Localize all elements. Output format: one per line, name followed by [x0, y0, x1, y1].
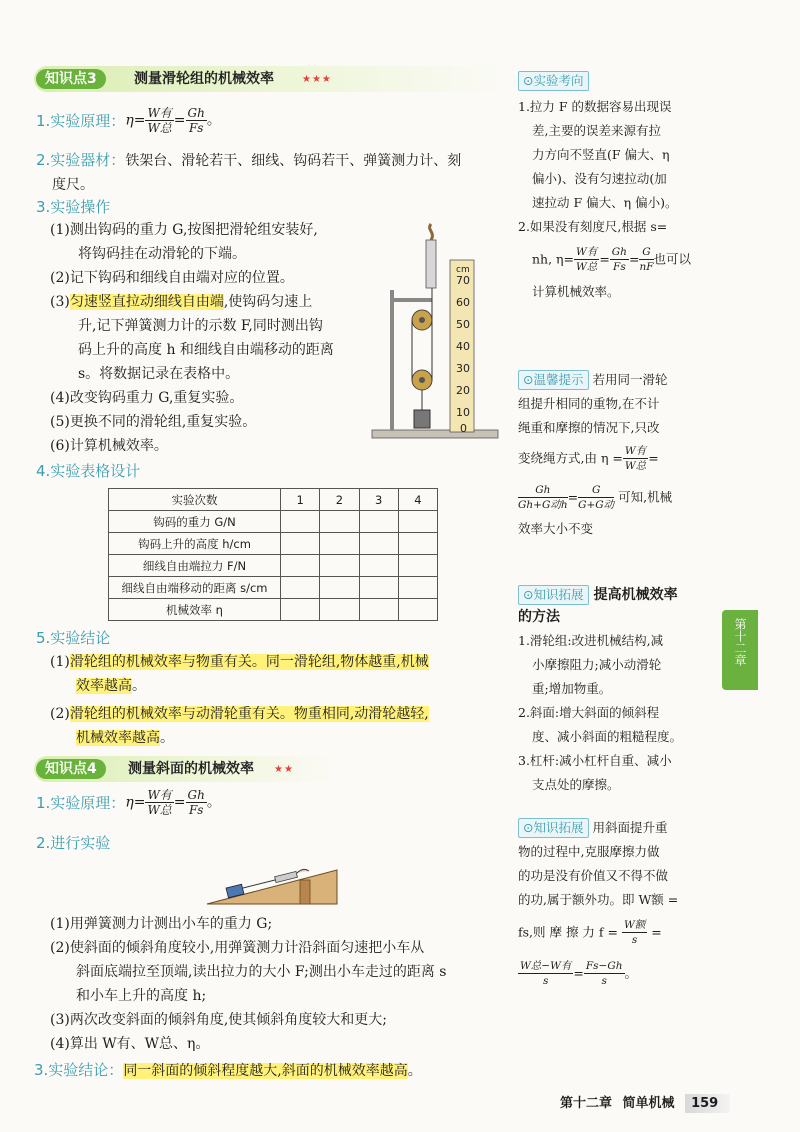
gh: Gh	[187, 788, 205, 802]
c1-num: (1)	[50, 654, 70, 670]
kp4-steps	[50, 912, 510, 1056]
w-zong: W总	[147, 121, 172, 135]
kp4-title: 测量斜面的机械效率	[128, 761, 254, 777]
side3-line: 1.滑轮组:改进机械结构,减	[518, 633, 664, 648]
sidebar-text-3	[518, 629, 718, 797]
side3-line: 2.斜面:增大斜面的倾斜程	[518, 705, 660, 720]
kp3-pill: 知识点3	[36, 69, 106, 89]
step-3-highlight: 匀速竖直拉动细线自由端	[69, 294, 224, 310]
eq: =	[628, 251, 640, 267]
tail: 。	[206, 112, 221, 129]
tag-icon: ⊙	[523, 372, 534, 387]
side2-line: 效率大小不变	[518, 521, 594, 536]
ruler-tick: 60	[456, 296, 470, 309]
kp4-conclusion-end: 。	[407, 1063, 422, 1079]
table-header-cell: 实验次数	[109, 489, 281, 511]
side2-line: 绳重和摩擦的情况下,只改	[518, 420, 660, 435]
kp3-equipment-head: 2.实验器材：	[36, 151, 126, 169]
c2-num: (2)	[50, 706, 70, 722]
step-3c: 码上升的高度 h 和细线自由端移动的距离	[78, 342, 334, 358]
kp4-step-3: (3)两次改变斜面的倾斜角度,使其倾斜角度较大和更大;	[50, 1012, 387, 1028]
w-you: W有	[624, 445, 647, 457]
eq: =	[651, 924, 662, 940]
wz-wy: W总−W有	[520, 959, 572, 972]
side1-line: 速拉动 F 偏大、η 偏小)。	[532, 195, 678, 210]
tag-tip	[518, 370, 589, 390]
eq: =	[573, 965, 584, 980]
side2-fracs	[518, 477, 718, 518]
kp4-conclusion-head: 3.实验结论：	[34, 1061, 124, 1079]
ruler-tick: 10	[456, 406, 470, 419]
c2-text2: 机械效率越高	[76, 730, 160, 746]
footer-chapter-name: 简单机械	[622, 1096, 675, 1111]
kp3-frac-w	[145, 106, 173, 135]
eq: =	[599, 251, 610, 267]
side3-line: 度、减小斜面的粗糙程度。	[532, 729, 683, 744]
chapter-tab-label: 第十二章	[733, 618, 747, 666]
kp4-conclusion	[34, 1058, 422, 1083]
side3-line: 小摩擦阻力;减小动滑轮	[532, 657, 662, 672]
side1-also: 也可以	[653, 251, 692, 267]
kp3-principle-head: 1.实验原理：	[36, 112, 126, 130]
side3-line: 重;增加物重。	[532, 681, 612, 696]
kp3-eta: η=	[125, 112, 146, 129]
step-3-tail: ,使钩码匀速上	[223, 294, 313, 310]
side-frac-gh	[610, 245, 629, 274]
step-5: (5)更换不同的滑轮组,重复实验。	[50, 414, 257, 430]
kp4-step-2: (2)使斜面的倾斜角度较小,用弹簧测力计沿斜面匀速把小车从	[50, 940, 425, 956]
w-zong: W总	[147, 803, 172, 817]
incline-illustration	[205, 856, 340, 908]
conclusion-1b	[50, 674, 510, 698]
sidebar-text-2	[518, 368, 718, 541]
end: 。	[624, 965, 638, 980]
tag-knowledge	[518, 585, 589, 605]
w-zong: W总	[576, 261, 598, 273]
s: s	[543, 974, 549, 987]
row-label: 钩码的重力 G/N	[109, 511, 281, 533]
side4-frac3	[584, 959, 625, 988]
side4-frac	[622, 918, 647, 947]
side4-line: fs,则 摩 擦 力 f =	[518, 924, 618, 940]
side1-line: 2.如果没有刻度尺,根据 s=	[518, 219, 668, 234]
gg: G+G动	[578, 498, 615, 511]
side3-title-text: 提高机械效率	[593, 587, 678, 603]
kp4-step-1: (1)用弹簧测力计测出小车的重力 G;	[50, 916, 273, 932]
side2-line: 组提升相同的重物,在不计	[518, 396, 660, 411]
side4-eq2	[518, 953, 718, 994]
side1-line: 力方向不竖直(F 偏大、η	[532, 147, 670, 162]
ruler-tick: 70	[456, 274, 470, 287]
kp3-principle	[36, 106, 336, 146]
side2-frac-w	[623, 444, 648, 473]
side-frac-g	[639, 245, 653, 274]
ghg: Gh+G动h	[518, 498, 568, 511]
kp4-do-head: 2.进行实验	[36, 834, 111, 852]
tag-knowledge-2	[518, 818, 589, 838]
kp3-equipment-text: 铁架台、滑轮若干、细线、钩码若干、弹簧测力计、刻	[125, 153, 462, 169]
tag4-label: 知识拓展	[533, 820, 584, 835]
page-footer	[560, 1092, 730, 1111]
sidebar-box-2	[518, 368, 718, 541]
footer-page-number: 159	[685, 1094, 730, 1113]
side4-line: 的功,属于额外功。即 W额 =	[518, 892, 679, 907]
table-row	[109, 533, 438, 555]
gh: Gh	[611, 246, 627, 258]
kp4-frac-w	[145, 788, 173, 817]
side1-formula	[518, 239, 718, 280]
sidebar-box-3	[518, 584, 718, 797]
w-you: W有	[576, 246, 598, 258]
tail: 。	[206, 794, 221, 811]
sidebar-text-1	[518, 95, 718, 304]
kp4-principle	[36, 788, 336, 828]
side1-line: 差,主要的误差来源有拉	[532, 123, 661, 138]
fs: Fs	[188, 121, 204, 135]
side2-first	[518, 368, 718, 392]
row-label: 细线自由端拉力 F/N	[109, 555, 281, 577]
sidebar-box-4	[518, 816, 718, 993]
tag-icon: ⊙	[523, 820, 534, 835]
chapter-side-tab[interactable]	[722, 610, 758, 690]
table-header-cell: 4	[398, 489, 437, 511]
step-3b: 升,记下弹簧测力计的示数 F,同时测出钩	[78, 318, 323, 334]
step-3	[50, 290, 370, 314]
step-1: (1)测出钩码的重力 G,按图把滑轮组安装好,	[50, 222, 318, 238]
table-row	[109, 511, 438, 533]
w-e: W额	[623, 919, 646, 931]
ruler-tick: 0	[460, 422, 467, 435]
side-frac-w	[574, 245, 599, 274]
kp4-step-2c: 和小车上升的高度 h;	[76, 988, 207, 1004]
side2-frac-gg	[578, 483, 614, 512]
kp3-conclusion-head: 5.实验结论	[36, 629, 111, 647]
w-zong: W总	[624, 460, 647, 472]
tag3-label: 知识拓展	[533, 587, 584, 602]
side2-line: 变绕绳方式,由 η =	[518, 450, 623, 466]
kp3-frac-gh	[186, 106, 207, 135]
pulley-apparatus-illustration	[370, 220, 505, 445]
gh: Gh	[518, 483, 568, 498]
ruler-tick: 50	[456, 318, 470, 331]
kp4-step-2b: 斜面底端拉至顶端,读出拉力的大小 F;测出小车走过的距离 s	[76, 964, 447, 980]
tag1-label: 实验考向	[533, 73, 584, 88]
fs: Fs	[188, 803, 204, 817]
side3-line: 3.杠杆:减小杠杆自重、减小	[518, 753, 672, 768]
experiment-table	[108, 488, 438, 621]
table-row	[109, 577, 438, 599]
side3-title-text2: 的方法	[518, 609, 560, 625]
nf: nF	[639, 261, 654, 273]
eq: =	[567, 489, 579, 504]
ruler-tick: 40	[456, 340, 470, 353]
c2-text: 滑轮组的机械效率与动滑轮重有关。物重相同,动滑轮越轻,	[69, 706, 429, 722]
s: s	[601, 974, 607, 987]
c1-end: 。	[132, 678, 146, 694]
s: s	[631, 934, 638, 946]
kp4-conclusion-text: 同一斜面的倾斜程度越大,斜面的机械效率越高	[123, 1063, 408, 1079]
gh: Gh	[187, 106, 205, 120]
c1-text: 滑轮组的机械效率与物重有关。同一滑轮组,物体越重,机械	[69, 654, 429, 670]
side1-line: 计算机械效率。	[532, 283, 620, 299]
side4-line: 用斜面提升重	[592, 820, 668, 835]
g: G	[578, 483, 614, 498]
eq: =	[173, 794, 186, 811]
side3-title	[518, 584, 718, 605]
c2-end: 。	[160, 730, 174, 746]
step-4: (4)改变钩码重力 G,重复实验。	[50, 390, 244, 406]
conclusion-2b	[50, 726, 510, 750]
kp4-frac-gh	[186, 788, 207, 817]
side2-frac-ghg	[518, 483, 568, 512]
side1-line: 1.拉力 F 的数据容易出现误	[518, 99, 672, 114]
kp4-eta: η=	[125, 794, 146, 811]
eq: =	[173, 112, 186, 129]
row-label: 细线自由端移动的距离 s/cm	[109, 577, 281, 599]
side4-line: 的功是没有价值又不得不做	[518, 868, 669, 883]
table-header-cell: 1	[281, 489, 320, 511]
side4-line: 物的过程中,克服摩擦力做	[518, 844, 660, 859]
kp3-equipment-text2: 度尺。	[52, 177, 94, 193]
kp3-header-bar	[34, 66, 504, 92]
side1-nh: nh, η=	[532, 251, 575, 267]
sidebar-text-4	[518, 816, 718, 993]
side1-line: 偏小)、没有匀速拉动(加	[532, 171, 667, 186]
eq: =	[648, 450, 659, 466]
tag-experiment-focus	[518, 71, 589, 91]
step-3d: s。将数据记录在表格中。	[78, 366, 240, 382]
table-row	[109, 599, 438, 621]
g: G	[639, 245, 653, 260]
kp4-header-bar	[34, 756, 334, 782]
kp4-principle-head: 1.实验原理：	[36, 794, 126, 812]
row-label: 机械效率 η	[109, 599, 281, 621]
kp3-conclusions	[50, 650, 510, 750]
kp3-ops-head: 3.实验操作	[36, 198, 111, 216]
fs-gh: Fs−Gh	[585, 959, 623, 972]
tag-icon: ⊙	[523, 587, 534, 602]
table-header-cell: 3	[359, 489, 398, 511]
step-2: (2)记下钩码和细线自由端对应的位置。	[50, 270, 294, 286]
sidebar-box-1	[518, 70, 718, 304]
side2-eq	[518, 440, 718, 477]
side4-frac2	[518, 959, 573, 988]
kp4-pill: 知识点4	[36, 759, 106, 779]
w-you: W有	[147, 106, 172, 120]
side4-eq	[518, 912, 718, 953]
step-6: (6)计算机械效率。	[50, 438, 168, 454]
kp3-table-head: 4.实验表格设计	[36, 462, 141, 480]
side2-line: 可知,机械	[618, 489, 673, 504]
kp4-step-4: (4)算出 W有、W总、η。	[50, 1036, 210, 1052]
side4-first	[518, 816, 718, 840]
kp3-title: 测量滑轮组的机械效率	[134, 71, 274, 87]
kp3-stars: ★★★	[302, 74, 332, 85]
fs: Fs	[613, 261, 626, 273]
conclusion-2	[50, 702, 510, 726]
tag-icon: ⊙	[523, 73, 534, 88]
side3-line: 支点处的摩擦。	[532, 777, 620, 792]
step-1b: 将钩码挂在动滑轮的下端。	[78, 246, 246, 262]
step-3-num: (3)	[50, 294, 70, 310]
w-you: W有	[147, 788, 172, 802]
ruler-unit: cm	[456, 265, 470, 275]
kp4-stars: ★★	[274, 764, 294, 775]
table-row	[109, 555, 438, 577]
kp3-equipment	[36, 148, 506, 197]
table-header-row	[109, 489, 438, 511]
conclusion-1	[50, 650, 510, 674]
row-label: 钩码上升的高度 h/cm	[109, 533, 281, 555]
side2-line: 若用同一滑轮	[592, 372, 668, 387]
ruler-tick: 20	[456, 384, 470, 397]
table-header-cell: 2	[320, 489, 359, 511]
kp3-steps	[50, 218, 370, 458]
tag2-label: 温馨提示	[533, 372, 584, 387]
ruler-tick: 30	[456, 362, 470, 375]
footer-chapter: 第十二章	[560, 1096, 613, 1111]
c1-text2: 效率越高	[76, 678, 132, 694]
